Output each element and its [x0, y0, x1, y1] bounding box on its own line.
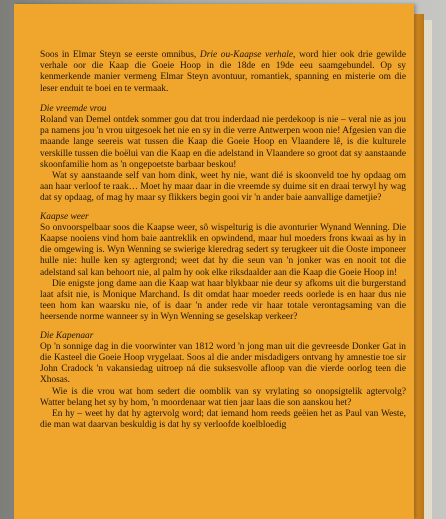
section3-paragraph-2: Wie is die vrou wat hom sedert die oomblik van sy vrylating so onopsigtelik agtervolg? Watter belang het sy by hom, 'n moordenaar wat tien jaar laas die son aanskou het? [40, 386, 406, 408]
omnibus-title: Drie ou-Kaapse verhale [199, 50, 294, 60]
intro-paragraph: Soos in Elmar Steyn se eerste omnibus, Drie ou-Kaapse verhale, word hier ook drie gewilde verhale oor die Kaap die Goeie Hoop in die 18de en 19de eeu saamgebundel. Op sy kenmerkende manier vermeng Elmar Steyn avontuur, romantiek, spanning en misterie om die leser enduit te boei en te vermaak. [40, 50, 406, 94]
section3-paragraph-3: En hy – weet hy dat hy agtervolg word; dat iemand hom reeds geëien het as Paul van Weste, die man wat daarvan beskuldig is dat hy sy verloofde koelbloedig [40, 409, 406, 431]
section3-paragraph-1: Op 'n sonnige dag in die voorwinter van 1812 word 'n jong man uit die gevreesde Donker Gat in die Kasteel die Goeie Hoop vrygelaat. Soos al die ander misdadigers ontvang hy amnestie toe sir John Cradock 'n vakansiedag uitroep ná die suksesvolle afloop van die vierde oorlog teen die Xhosas. [40, 341, 406, 386]
section1-paragraph-1: Roland van Demel ontdek sommer gou dat trou inderdaad nie perdekoop is nie – veral nie as jou pa namens jou 'n vrou uitgesoek het nie en sy in die verre Antwerpen woon nie! Afgesien van die maande lange seereis wat tussen die Kaap die Goeie Hoop en Vlaandere lê, is die kulturele verskille tussen die boëlui van die Kaap en die adelstand in Vlaandere so groot dat sy aanstaande skoonfamilie hom as 'n ongepoetste barbaar beskou! [40, 115, 406, 170]
section2-paragraph-1: So onvoorspelbaar soos die Kaapse weer, sô wispelturig is die avonturier Wynand Wenning. Die Kaapse nooiens vind hom baie aantreklik en opwindend, maar hul moeders frons kwaai as hy in die omgewing is. Wyn Wenning se swierige kleredrag sedert sy terugkeer uit die Ooste imponeer hulle nie: hulle ken sy agtergrond; weet dat hy die seun van 'n jonker was en nooit tot die adelstand sal kan behoort nie, al palm hy ook elke riksdaalder aan die Kaap die Goeie Hoop in! [40, 222, 406, 278]
section-heading-kapenaar: Die Kapenaar [40, 330, 94, 341]
section2-paragraph-2: Die enigste jong dame aan die Kaap wat haar blykbaar nie deur sy afkoms uit die burgerstand laat afsit nie, is Monique Marchand. Is dit omdat haar moeder reeds oorlede is en haar dus nie teen hom kan waarsku nie, of is daar 'n ander rede vir haar totale verontagsaming van die heersende norme wanneer sy in Wyn Wenning se geselskap verkeer? [40, 278, 406, 323]
section-heading-vreemde-vrou: Die vreemde vrou [40, 103, 107, 114]
book-spine-edge [414, 14, 424, 519]
blurb-text [40, 50, 406, 432]
book-page-edge [424, 20, 432, 519]
section-heading-kaapse-weer: Kaapse weer [40, 211, 89, 222]
section1-paragraph-2: Wat sy aanstaande self van hom dink, weet hy nie, want dié is skoonveld toe hy opdaag om aan haar verloof te raak… Moet hy maar daar in die vreemde sy duime sit en draai terwyl hy wag dat sy opdaag, of mag hy maar sy flikkers begin gooi vir 'n ander baie aanvallige dametjie? [40, 171, 406, 204]
